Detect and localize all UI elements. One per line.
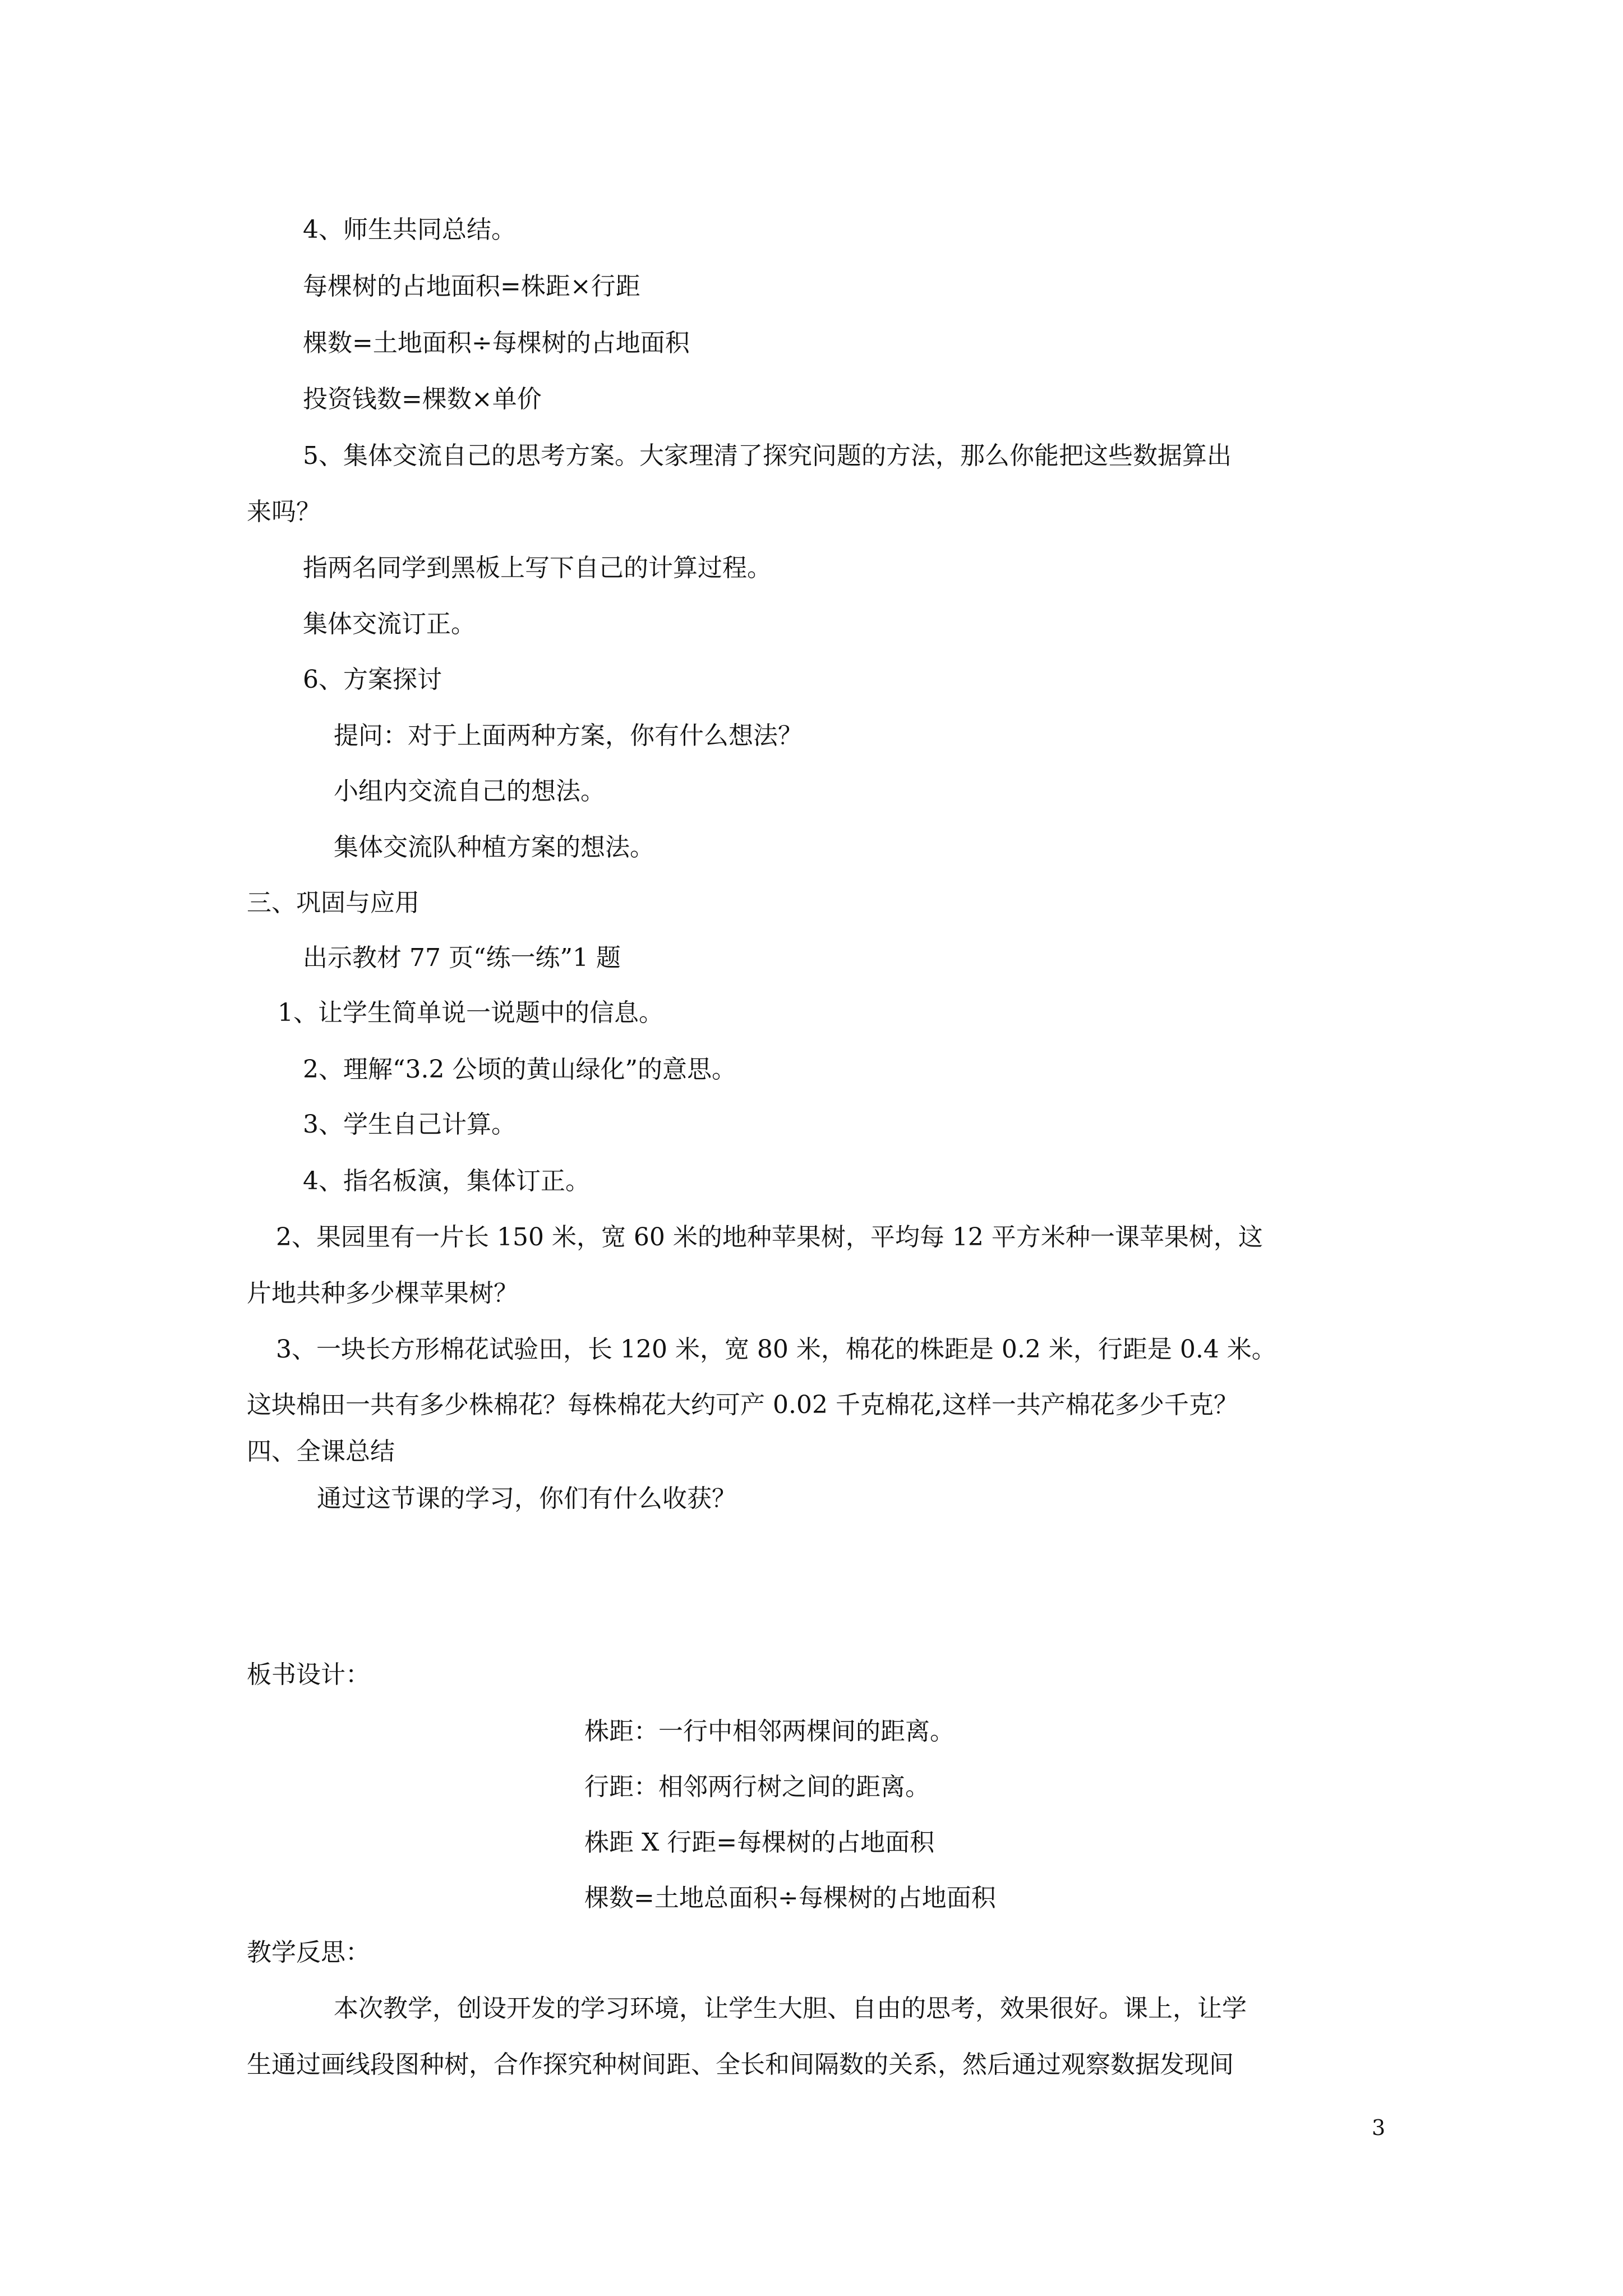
text-line: 棵数=土地面积÷每棵树的占地面积 bbox=[303, 329, 690, 357]
text-line: 小组内交流自己的想法。 bbox=[334, 777, 605, 806]
section-heading: 板书设计： bbox=[247, 1660, 370, 1689]
text-line: 6、方案探讨 bbox=[303, 665, 442, 694]
text-line: 片地共种多少棵苹果树？ bbox=[247, 1279, 518, 1308]
text-line: 集体交流订正。 bbox=[303, 610, 476, 638]
text-line: 本次教学，创设开发的学习环境，让学生大胆、自由的思考，效果很好。课上，让学 bbox=[334, 1994, 1247, 2023]
text-line: 3、一块长方形棉花试验田，长 120 米，宽 80 米，棉花的株距是 0.2 米，行距是 0.4 米。 bbox=[276, 1335, 1276, 1364]
board-line: 株距 X 行距=每棵树的占地面积 bbox=[584, 1828, 935, 1857]
section-heading: 教学反思： bbox=[247, 1938, 370, 1967]
text-line: 提问：对于上面两种方案，你有什么想法？ bbox=[334, 721, 803, 750]
text-line: 通过这节课的学习，你们有什么收获？ bbox=[317, 1484, 736, 1513]
text-line: 4、师生共同总结。 bbox=[303, 215, 516, 244]
board-line: 行距：相邻两行树之间的距离。 bbox=[584, 1773, 930, 1801]
text-line: 出示教材 77 页“练一练”1 题 bbox=[303, 944, 621, 972]
text-line: 集体交流队种植方案的想法。 bbox=[334, 833, 654, 862]
board-line: 棵数=土地总面积÷每棵树的占地面积 bbox=[584, 1884, 996, 1912]
text-line: 生通过画线段图种树，合作探究种树间距、全长和间隔数的关系，然后通过观察数据发现间 bbox=[247, 2050, 1234, 2079]
section-heading: 四、全课总结 bbox=[247, 1437, 395, 1466]
text-line: 5、集体交流自己的思考方案。大家理清了探究问题的方法，那么你能把这些数据算出 bbox=[303, 441, 1232, 470]
text-line: 每棵树的占地面积=株距×行距 bbox=[303, 272, 640, 301]
text-line: 这块棉田一共有多少株棉花？每株棉花大约可产 0.02 千克棉花,这样一共产棉花多少千克？ bbox=[247, 1391, 1238, 1419]
text-line: 2、果园里有一片长 150 米，宽 60 米的地种苹果树，平均每 12 平方米种一课苹果树，这 bbox=[276, 1223, 1263, 1251]
text-line: 投资钱数=棵数×单价 bbox=[303, 385, 542, 413]
text-line: 2、理解“3.2 公顷的黄山绿化”的意思。 bbox=[303, 1055, 736, 1084]
page-number: 3 bbox=[1372, 2115, 1386, 2140]
board-line: 株距：一行中相邻两棵间的距离。 bbox=[584, 1717, 955, 1746]
text-line: 3、学生自己计算。 bbox=[303, 1110, 516, 1139]
text-line: 1、让学生简单说一说题中的信息。 bbox=[278, 999, 663, 1027]
text-line: 4、指名板演，集体订正。 bbox=[303, 1167, 590, 1195]
section-heading: 三、巩固与应用 bbox=[247, 889, 419, 917]
text-line: 来吗？ bbox=[247, 498, 321, 526]
text-line: 指两名同学到黑板上写下自己的计算过程。 bbox=[303, 554, 772, 582]
